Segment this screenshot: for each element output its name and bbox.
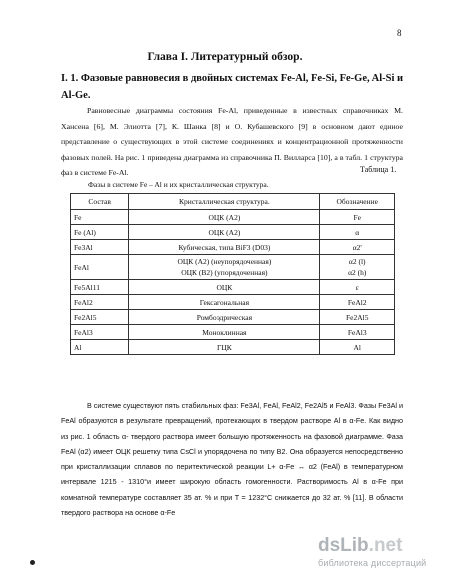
header-designation: Обозначение: [320, 194, 395, 210]
header-composition: Состав: [71, 194, 129, 210]
composition-cell: FeAl3: [71, 325, 129, 340]
composition-cell: Fe: [71, 210, 129, 225]
table-row: [71, 280, 395, 295]
watermark-logo: [318, 536, 426, 556]
composition-cell: Fe3Al: [71, 240, 129, 255]
chapter-title: Глава I. Литературный обзор.: [147, 51, 303, 63]
composition-cell: FeAl2: [71, 295, 129, 310]
structure-cell: Ромбоэдрическая: [129, 310, 320, 325]
structure-cell: ОЦК (A2): [129, 210, 320, 225]
watermark-tld: .net: [368, 535, 403, 556]
composition-cell: Al: [71, 340, 129, 355]
table-header-row: [71, 194, 395, 210]
structure-cell: ОЦК (A2): [129, 225, 320, 240]
table-row: [71, 225, 395, 240]
structure-cell: Моноклинная: [129, 325, 320, 340]
table-row: [71, 295, 395, 310]
phases-table: [70, 193, 395, 355]
structure-cell: Кубическая, типа BiF3 (D03): [129, 240, 320, 255]
structure-cell: ГЦК: [129, 340, 320, 355]
composition-cell: Fe2Al5: [71, 310, 129, 325]
body-paragraph: В системе существуют пять стабильных фаз: Fe3Al, FeAl, FeAl2, Fe2Al5 и FeAl3. Фазы Fe3Al и FeAl образуются в результате превращений, протекающих в твердом растворе Al в α-Fe. Как видно из рис. 1 область α- твердого раствора имеет большую протяженность на фазовой диаграмме. Фаза FeAl (α2) имеет ОЦК решетку типа CsCl и упорядочена по типу B2. Она образуется непосредственно при кристаллизации сплавов по перитектической реакции L+ α-Fe ↔ α2 (FeAl) в температурном интервале 1215 - 1310°и имеет широкую область гомогенности. Растворимость Al в α-Fe при комнатной температуре составляет 35 ат. % и при T = 1232°C снижается до 32 ат. % [11]. В области твердого раствора на основе α-Fe: [61, 401, 403, 518]
table-label: Таблица 1.: [360, 165, 397, 174]
designation-cell: Fe: [320, 210, 395, 225]
watermark-tagline: библиотека диссертаций: [318, 558, 427, 568]
header-structure: Кристаллическая структура.: [129, 194, 320, 210]
table-row: [71, 210, 395, 225]
structure-cell: ОЦК: [129, 280, 320, 295]
table-row: [71, 325, 395, 340]
intro-paragraph: Равновесные диаграммы состояния Fe-Al, приведенные в известных справочниках М. Хансена [6], М. Элиотта [7], К. Шанка [8] и О. Кубашевского [9] в основном дают единое представление о существующих в этой системе соединениях и концентрационной протяженности фазовых полей. На рис. 1 приведена диаграмма из справочника П. Вилларса [10], а в табл. 1 структура фаз в системе Fe-Al.: [61, 106, 403, 178]
designation-cell: FeAl3: [320, 325, 395, 340]
designation-cell: Fe2Al5: [320, 310, 395, 325]
composition-cell: Fe (Al): [71, 225, 129, 240]
table-row: [71, 240, 395, 255]
table-row: [71, 255, 395, 280]
designation-cell: ε: [320, 280, 395, 295]
designation-cell: FeAl2: [320, 295, 395, 310]
structure-cell: ОЦК (A2) (неупорядоченная) ОЦК (B2) (упорядоченная): [129, 255, 320, 280]
table-row: [71, 310, 395, 325]
structure-cell: Гексагональная: [129, 295, 320, 310]
page-mark-dot: [30, 560, 35, 565]
watermark: [318, 536, 426, 568]
designation-cell: α2 (l) α2 (h): [320, 255, 395, 280]
composition-cell: Fe5Al11: [71, 280, 129, 295]
designation-cell: α2': [320, 240, 395, 255]
watermark-brand: dsLib: [318, 535, 369, 556]
section-title: I. 1. Фазовые равновесия в двойных системах Fe-Al, Fe-Si, Fe-Ge, Al-Si и Al-Ge.: [61, 73, 404, 101]
page-number: 8: [397, 28, 402, 38]
designation-cell: Al: [320, 340, 395, 355]
designation-cell: α: [320, 225, 395, 240]
composition-cell: FeAl: [71, 255, 129, 280]
table-caption: Фазы в системе Fe – Al и их кристаллическая структура.: [88, 180, 269, 189]
table-row: [71, 340, 395, 355]
